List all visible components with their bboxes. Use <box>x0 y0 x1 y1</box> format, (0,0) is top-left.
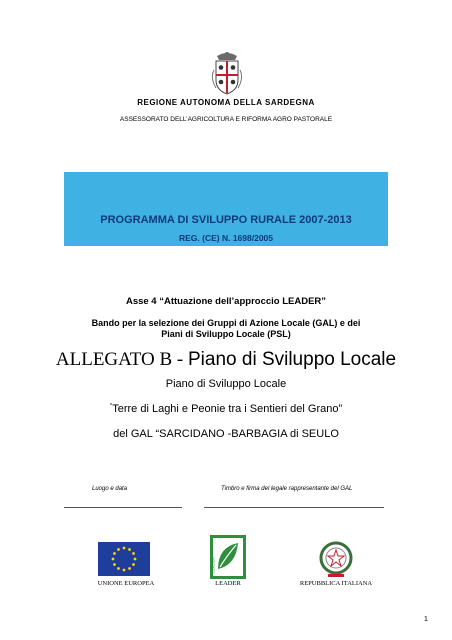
open-quote: “ <box>109 403 113 410</box>
page-number: 1 <box>424 616 428 623</box>
leader-caption: LEADER <box>215 580 241 587</box>
sardinia-crest-icon <box>207 50 247 96</box>
eu-flag-icon <box>98 542 150 576</box>
allegato-prefix: ALLEGATO B - <box>55 349 188 370</box>
bando-line-2: Piani di Sviluppo Locale (PSL) <box>161 329 291 339</box>
plan-subtitle: Piano di Sviluppo Locale <box>165 378 287 390</box>
signature-line <box>204 507 384 508</box>
plan-name-text: Terre di Laghi e Peonie tra i Sentieri del Grano” <box>112 403 343 415</box>
department-name: ASSESSORATO DELL’AGRICOLTURA E RIFORMA AGRO PASTORALE <box>119 116 333 123</box>
asse-heading: Asse 4 “Attuazione dell’approccio LEADER” <box>125 296 327 307</box>
plan-name <box>0 403 452 415</box>
italian-emblem-icon <box>318 540 354 580</box>
document-title <box>0 349 452 371</box>
program-title: PROGRAMMA DI SVILUPPO RURALE 2007-2013 <box>100 214 352 226</box>
italy-caption: REPUBBLICA ITALIANA <box>299 580 373 587</box>
eu-caption: UNIONE EUROPEA <box>97 580 155 587</box>
leader-logo-icon <box>210 535 246 579</box>
program-regulation: REG. (CE) N. 1698/2005 <box>178 233 273 243</box>
allegato-title: Piano di Sviluppo Locale <box>188 349 397 370</box>
place-date-line <box>64 507 182 508</box>
leader-logo-word: LEADER <box>210 556 216 573</box>
region-name: REGIONE AUTONOMA DELLA SARDEGNA <box>137 98 315 107</box>
gal-name: del GAL “SARCIDANO -BARBAGIA di SEULO <box>113 428 339 440</box>
place-date-label: Luogo e data <box>92 486 128 492</box>
stamp-signature-label: Timbro e firma del legale rappresentante del GAL <box>221 486 353 492</box>
bando-line-1: Bando per la selezione dei Gruppi di Azione Locale (GAL) e dei <box>91 318 361 328</box>
